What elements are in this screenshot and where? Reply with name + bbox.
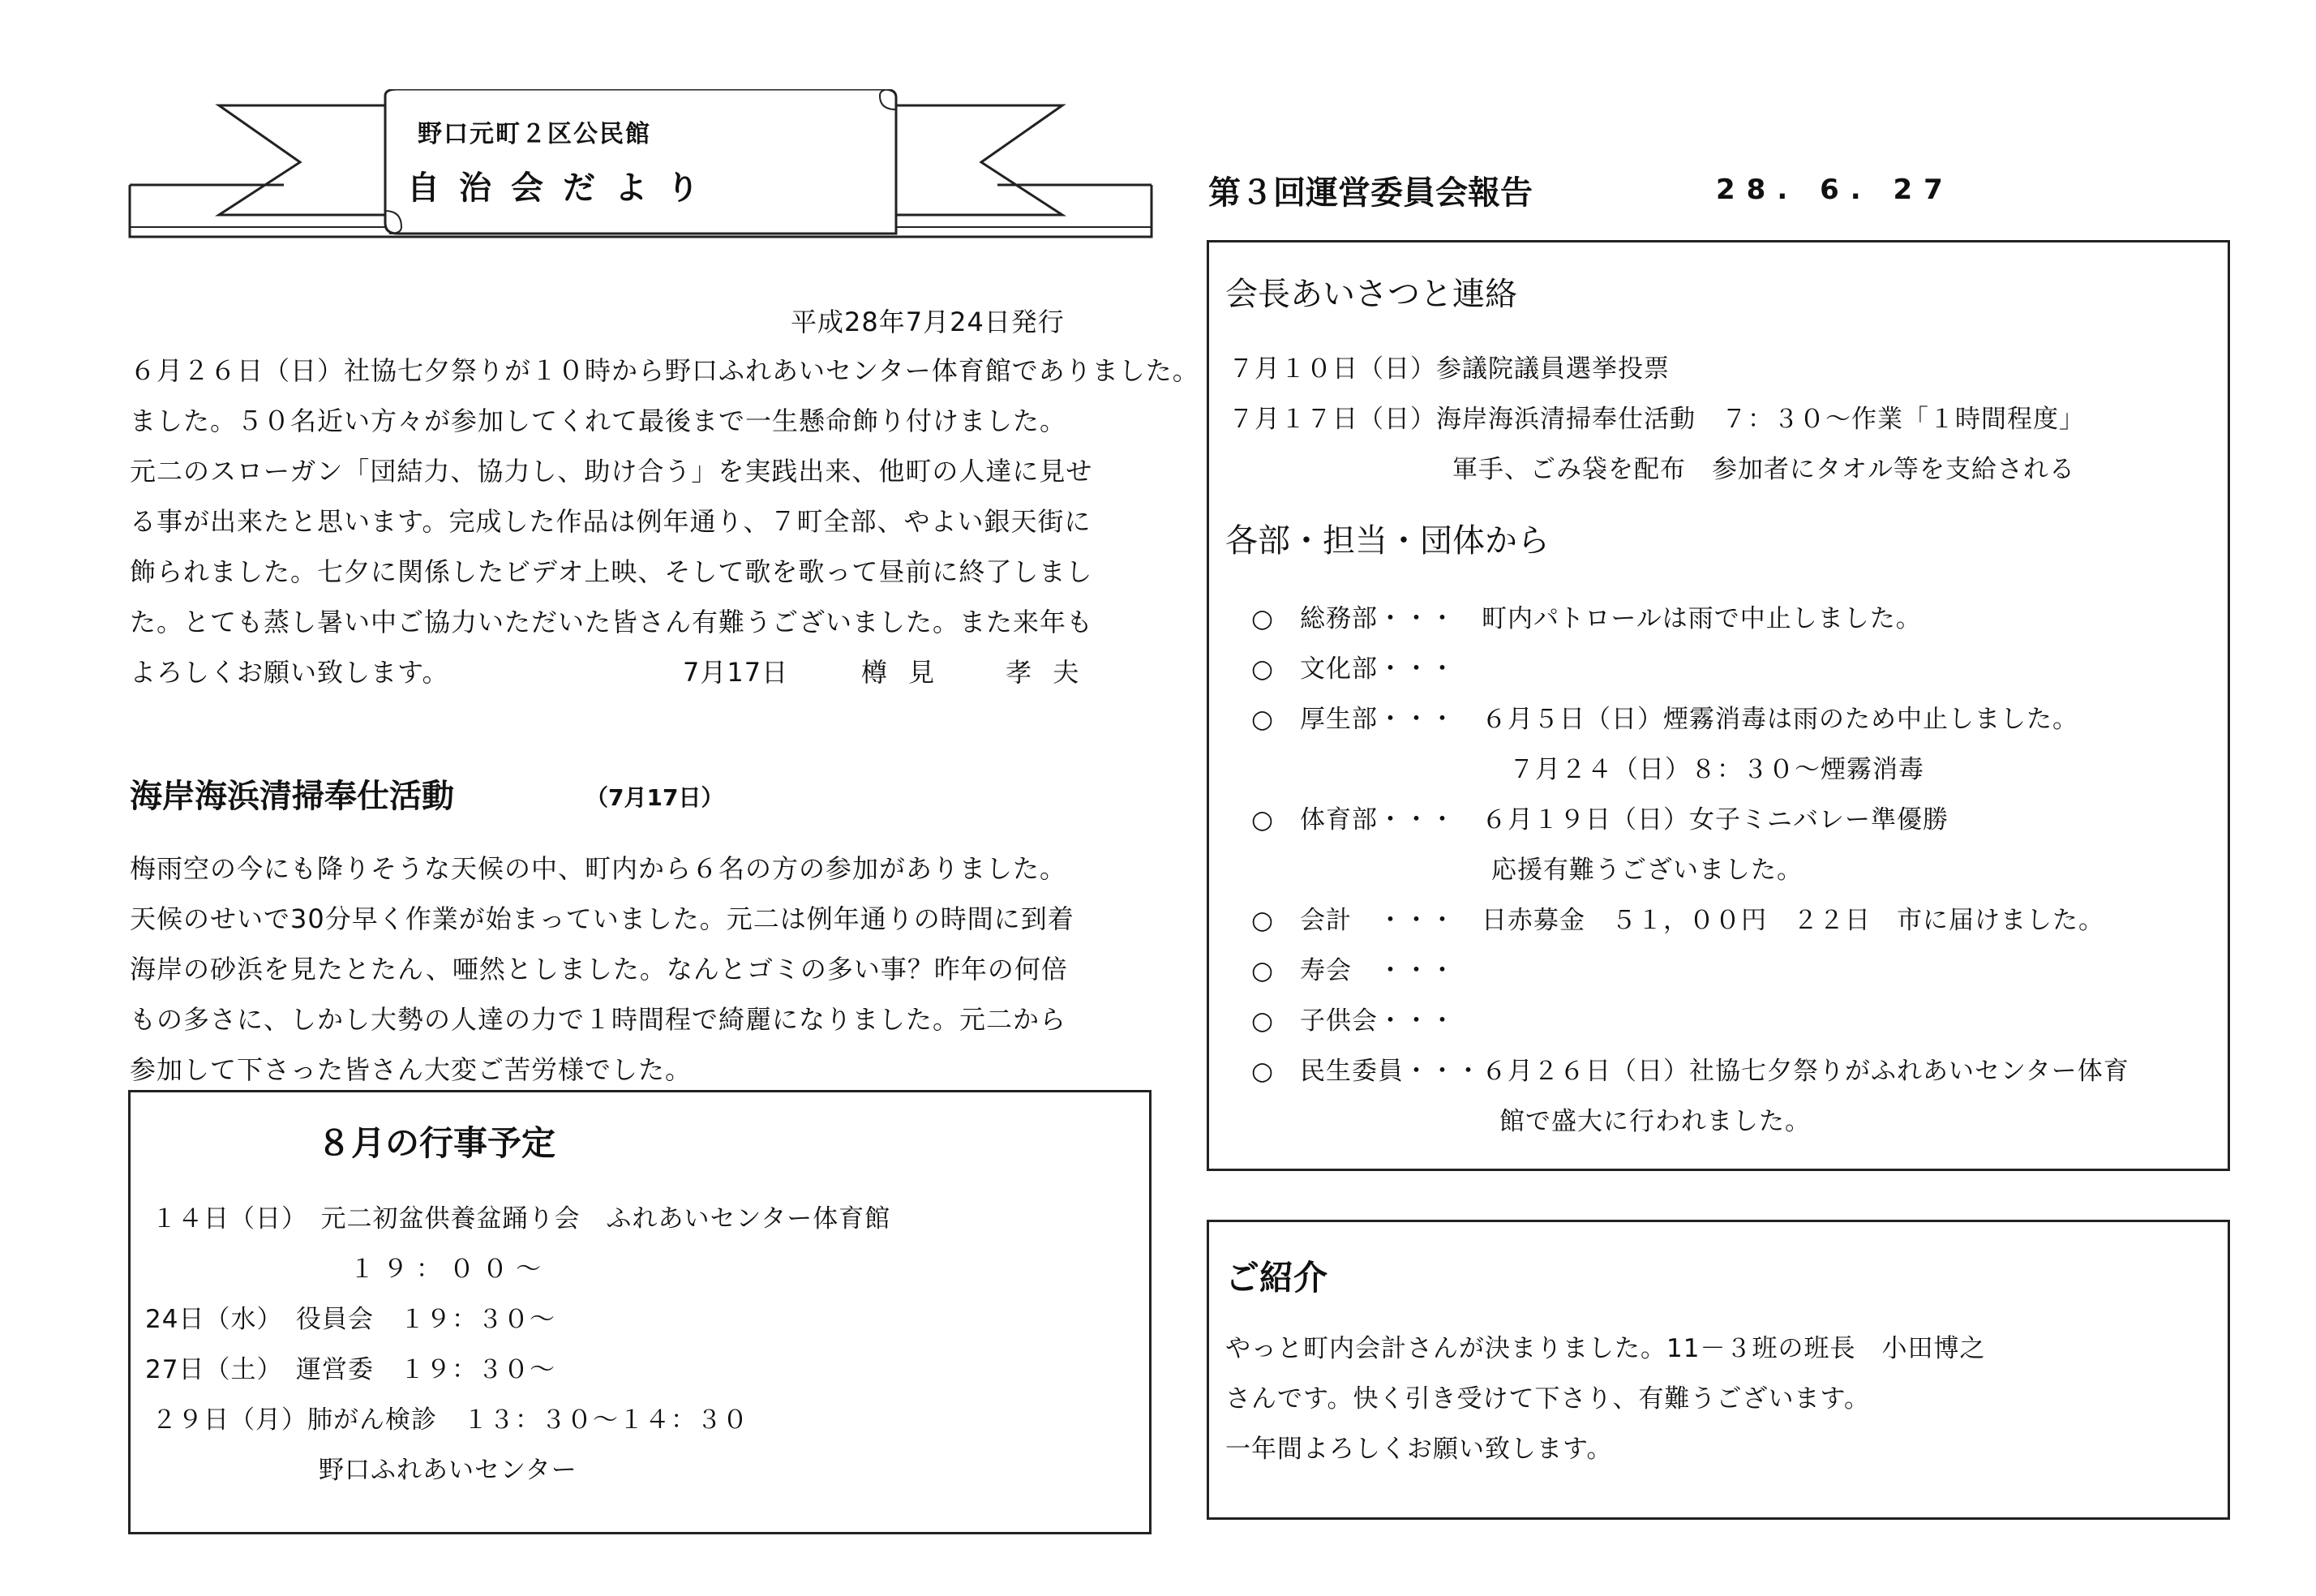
issue-date: 平成28年7月24日発行 [791,307,1065,337]
introduction-box [1207,1220,2230,1520]
report-line: ○ 子供会・・・ [1251,1006,1456,1036]
schedule-line: 野口ふれあいセンター [319,1456,577,1485]
beach-heading: 海岸海浜清掃奉仕活動 [130,778,454,815]
committee-report-date: 28. 6. 27 [1716,174,1954,206]
report-line: 応援有難うございました。 [1491,856,1803,885]
report-line: ○ 民生委員・・・６月２６日（日）社協七夕祭りがふれあいセンター体育 [1251,1057,2129,1086]
schedule-line: 24日（水） 役員会 １９：３０～ [145,1305,555,1334]
article-line: もの多さに、しかし大勢の人達の力で１時間程で綺麗になりました。元二から [130,1004,1067,1035]
report-line: 館で盛大に行われました。 [1499,1107,1811,1136]
schedule-title: ８月の行事予定 [317,1123,556,1163]
schedule-line: ２９日（月）肺がん検診 １３：３０～１４：３０ [152,1405,748,1435]
report-line: ○ 文化部・・・ [1251,654,1456,684]
schedule-line: １４日（日） 元二初盆供養盆踊り会 ふれあいセンター体育館 [152,1204,891,1233]
report-line: 軍手、ごみ袋を配布 参加者にタオル等を支給される [1452,455,2075,484]
committee-report-heading: 第３回運営委員会報告 [1208,174,1533,212]
article-line: 天候のせいで30分早く作業が始まっていました。元二は例年通りの時間に到着 [130,903,1074,934]
introduction-line: やっと町内会計さんが決まりました。11－３班の班長 小田博之 [1225,1334,1986,1363]
august-schedule-box [128,1090,1152,1534]
report-line: ○ 総務部・・・ 町内パトロールは雨で中止しました。 [1251,604,1922,633]
schedule-line: １９：００～ [350,1255,549,1284]
beach-heading-date: （7月17日） [585,784,724,811]
article-line: ました。５０名近い方々が参加してくれて最後まで一生懸命飾り付けました。 [130,405,1067,436]
committee-report-box [1207,240,2230,1171]
author-name: 樽 見 孝 夫 [861,657,1086,688]
article-line: る事が出来たと思います。完成した作品は例年通り、７町全部、やよい銀天街に [130,506,1092,537]
report-line: ７月１７日（日）海岸海浜清掃奉仕活動 ７：３０～作業「１時間程度」 [1229,405,2085,434]
report-line: ○ 会計 ・・・ 日赤募金 ５１，００円 ２２日 市に届けました。 [1251,906,2105,935]
report-line: ７月１０日（日）参議院議員選挙投票 [1229,354,1670,384]
article-line: ６月２６日（日）社協七夕祭りが１０時から野口ふれあいセンター体育館でありました。 [130,355,1199,386]
report-line: ○ 厚生部・・・ ６月５日（日）煙霧消毒は雨のため中止しました。 [1251,705,2079,734]
report-line: ○ 体育部・・・ ６月１９日（日）女子ミニバレー準優勝 [1251,805,1949,834]
departments-section-title: 各部・担当・団体から [1225,522,1550,560]
sign-date: 7月17日 [683,657,789,688]
article-line: 海岸の砂浜を見たとたん、唖然としました。なんとゴミの多い事？昨年の何倍 [130,954,1068,985]
article-line: 元二のスローガン「団結力、協力し、助け合う」を実践出来、他町の人達に見せ [130,456,1093,487]
banner-subtitle: 野口元町２区公民館 [418,120,651,148]
article-line: た。とても蒸し暑い中ご協力いただいた皆さん有難うございました。また来年も [130,607,1094,637]
banner-title: 自治会だより [407,169,718,207]
article-line: よろしくお願い致します。 [130,657,449,688]
introduction-title: ご紹介 [1225,1258,1328,1298]
report-line: ７月２４（日）８：３０～煙霧消毒 [1509,755,1924,784]
greeting-section-title: 会長あいさつと連絡 [1225,276,1517,313]
article-line: 参加して下さった皆さん大変ご苦労様でした。 [130,1054,693,1085]
introduction-line: さんです。快く引き受けて下さり、有難うございます。 [1225,1384,1871,1414]
article-line: 飾られました。七夕に関係したビデオ上映、そして歌を歌って昼前に終了しまし [130,556,1093,587]
schedule-line: 27日（土） 運営委 １９：３０～ [145,1355,555,1384]
introduction-line: 一年間よろしくお願い致します。 [1225,1435,1613,1464]
report-line: ○ 寿会 ・・・ [1251,956,1456,985]
article-line: 梅雨空の今にも降りそうな天候の中、町内から６名の方の参加がありました。 [130,853,1067,884]
